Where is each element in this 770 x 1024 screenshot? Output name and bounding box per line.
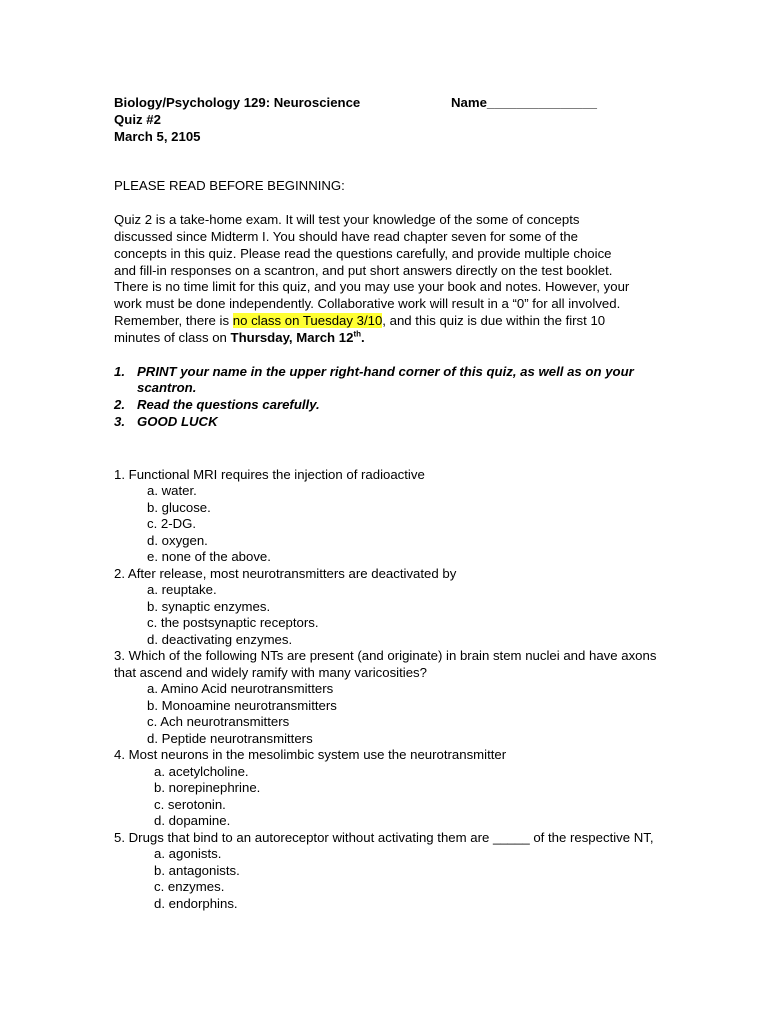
instruction-item: [114, 414, 659, 431]
answer-option: b. glucose.: [147, 499, 211, 515]
question-text: 3. Which of the following NTs are present (and originate) in brain stem nuclei and have axons that ascend and widely ramify with many varicosities?: [114, 648, 657, 680]
due-date-suffix: th: [353, 329, 361, 339]
instruction-text: Read the questions carefully.: [137, 397, 320, 413]
due-date: [231, 330, 365, 345]
answer-option: b. norepinephrine.: [154, 780, 261, 796]
answer-option: a. reuptake.: [147, 582, 217, 598]
intro-line: [114, 330, 659, 347]
notice-heading: PLEASE READ BEFORE BEGINNING:: [114, 178, 345, 194]
answer-option: c. Ach neurotransmitters: [147, 714, 290, 730]
question-text: 5. Drugs that bind to an autoreceptor without activating them are _____ of the respective NT,: [114, 829, 654, 845]
instruction-text: GOOD LUCK: [137, 413, 218, 429]
intro-text: , and this quiz is due within the first 10: [382, 312, 606, 328]
intro-line: Quiz 2 is a take-home exam. It will test your knowledge of the some of concepts: [114, 212, 580, 228]
question-text: 4. Most neurons in the mesolimbic system use the neurotransmitter: [114, 747, 507, 763]
answer-option: a. agonists.: [154, 846, 222, 862]
highlighted-notice: no class on Tuesday 3/10: [232, 312, 383, 328]
answer-option: c. serotonin.: [154, 796, 226, 812]
intro-line: discussed since Midterm I. You should have read chapter seven for some of the: [114, 228, 579, 244]
quiz-date: March 5, 2105: [114, 128, 201, 144]
instruction-text: PRINT your name in the upper right-hand corner of this quiz, as well as on your scantron.: [137, 363, 634, 396]
intro-line: concepts in this quiz. Please read the questions carefully, and provide multiple choice: [114, 245, 612, 261]
due-date-text: Thursday, March 12: [230, 329, 354, 345]
intro-line: There is no time limit for this quiz, and you may use your book and notes. However, your: [114, 279, 630, 295]
answer-option: b. synaptic enzymes.: [147, 598, 271, 614]
header-row: [114, 95, 659, 112]
answer-option: a. Amino Acid neurotransmitters: [147, 681, 334, 697]
answer-option: b. Monoamine neurotransmitters: [147, 697, 337, 713]
answer-option: d. deactivating enzymes.: [147, 631, 293, 647]
answer-option: a. water.: [147, 483, 197, 499]
intro-line: and fill-in responses on a scantron, and put short answers directly on the test booklet.: [114, 262, 613, 278]
instruction-item: [114, 364, 659, 398]
due-date-period: .: [361, 329, 365, 345]
question-text: 2. After release, most neurotransmitters are deactivated by: [114, 565, 457, 581]
answer-option: b. antagonists.: [154, 862, 240, 878]
answer-option: d. dopamine.: [154, 813, 231, 829]
answer-option: d. oxygen.: [147, 532, 208, 548]
quiz-page: [114, 95, 659, 912]
answer-option: e. none of the above.: [147, 549, 271, 565]
quiz-number: Quiz #2: [114, 111, 161, 127]
intro-text: minutes of class on: [114, 329, 231, 345]
answer-option: c. the postsynaptic receptors.: [147, 615, 319, 631]
instruction-number: 2.: [114, 397, 125, 413]
instructions-list: [114, 364, 659, 431]
answer-option: c. enzymes.: [154, 879, 225, 895]
instruction-number: 1.: [114, 363, 125, 379]
questions-list: [114, 467, 659, 913]
course-title: Biology/Psychology 129: Neuroscience: [114, 95, 361, 110]
instruction-number: 3.: [114, 413, 125, 429]
answer-option: a. acetylcholine.: [154, 763, 249, 779]
intro-paragraph: [114, 212, 659, 346]
instruction-item: [114, 397, 659, 414]
intro-line: work must be done independently. Collaborative work will result in a “0” for all involved.: [114, 296, 621, 312]
name-field: Name_______________: [451, 95, 597, 110]
intro-text: Remember, there is: [114, 312, 233, 328]
answer-option: d. Peptide neurotransmitters: [147, 730, 313, 746]
intro-line: [114, 313, 659, 330]
question-text: 1. Functional MRI requires the injection of radioactive: [114, 466, 425, 482]
answer-option: c. 2-DG.: [147, 516, 197, 532]
answer-option: d. endorphins.: [154, 895, 238, 911]
